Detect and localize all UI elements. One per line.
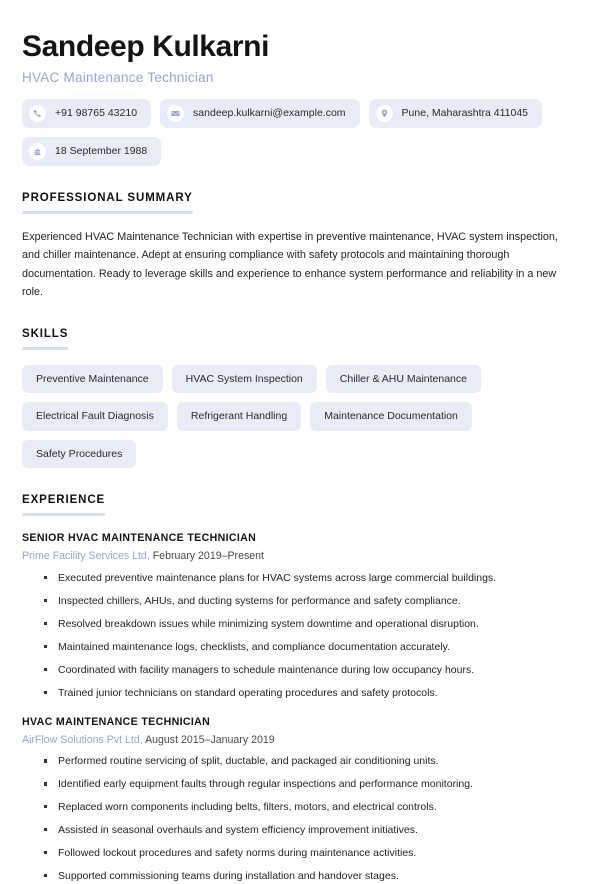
- job-dates: August 2015–January 2019: [145, 733, 275, 746]
- contact-chip-list: [22, 99, 570, 166]
- job-bullet: Trained junior technicians on standard operating procedures and safety protocols.: [22, 686, 590, 701]
- contact-value: +91 98765 43210: [55, 106, 138, 119]
- location-pin-icon: [376, 105, 393, 122]
- job-bullet: Supported commissioning teams during installation and handover stages.: [22, 869, 590, 884]
- contact-chip-phone[interactable]: [22, 99, 151, 128]
- job-meta: [22, 733, 590, 748]
- skill-chip[interactable]: Refrigerant Handling: [177, 402, 301, 431]
- contact-value: sandeep.kulkarni@example.com: [193, 106, 346, 119]
- job-bullet: Replaced worn components including belts, filters, motors, and electrical controls.: [22, 800, 590, 815]
- section-title-skills: SKILLS: [22, 327, 69, 340]
- skill-chip[interactable]: Preventive Maintenance: [22, 365, 163, 394]
- contact-chip-email[interactable]: [160, 99, 360, 128]
- section-title-experience: EXPERIENCE: [22, 494, 106, 507]
- job-bullet: Assisted in seasonal overhauls and system efficiency improvement initiatives.: [22, 823, 590, 838]
- job-bullet: Executed preventive maintenance plans for HVAC systems across large commercial buildings.: [22, 571, 590, 586]
- job-bullet: Followed lockout procedures and safety norms during maintenance activities.: [22, 846, 590, 861]
- job-bullet: Identified early equipment faults through regular inspections and performance monitoring.: [22, 777, 590, 792]
- job-company: AirFlow Solutions Pvt Ltd,: [22, 733, 143, 746]
- section-rule-skills: [22, 347, 68, 350]
- job-title: SENIOR HVAC MAINTENANCE TECHNICIAN: [22, 532, 257, 545]
- skill-chip[interactable]: Electrical Fault Diagnosis: [22, 402, 168, 431]
- section-skills: [22, 324, 590, 469]
- experience-entry: [22, 716, 590, 884]
- skill-chip[interactable]: Chiller & AHU Maintenance: [326, 365, 481, 394]
- experience-heading-group: [22, 494, 105, 516]
- summary-paragraph: Experienced HVAC Maintenance Technician with expertise in preventive maintenance, HVAC system inspection, and chiller maintenance. Adept at ensuring compliance with safety protocols and maintaining thorough documentation. Ready to leverage skills and experience to enhance system performance and reliability in a new role.: [22, 230, 558, 299]
- summary-heading-group: [22, 192, 193, 214]
- job-bullet: Coordinated with facility managers to schedule maintenance during low occupancy hours.: [22, 663, 590, 678]
- contact-chip-location-pin[interactable]: [369, 99, 542, 128]
- section-rule-summary: [22, 211, 193, 214]
- job-meta: [22, 549, 590, 564]
- job-bullet: Performed routine servicing of split, ductable, and packaged air conditioning units.: [22, 754, 590, 769]
- job-bullet: Resolved breakdown issues while minimizing system downtime and operational disruption.: [22, 617, 590, 632]
- section-professional-summary: [22, 188, 590, 302]
- skills-heading-group: [22, 328, 68, 350]
- job-bullet: Maintained maintenance logs, checklists, and compliance documentation accurately.: [22, 640, 590, 655]
- contact-value: 18 September 1988: [55, 144, 148, 157]
- birthday-cake-icon: [29, 143, 46, 160]
- section-experience: [22, 490, 590, 884]
- job-company: Prime Facility Services Ltd,: [22, 550, 150, 563]
- job-bullet: Inspected chillers, AHUs, and ducting systems for performance and safety compliance.: [22, 594, 590, 609]
- skill-chip[interactable]: HVAC System Inspection: [172, 365, 317, 394]
- job-bullet-list: [22, 571, 590, 700]
- section-title-summary: PROFESSIONAL SUMMARY: [22, 191, 193, 204]
- phone-icon: [29, 105, 46, 122]
- skills-chip-list: [22, 365, 574, 469]
- skill-chip[interactable]: Safety Procedures: [22, 440, 136, 469]
- candidate-headline: HVAC Maintenance Technician: [22, 69, 214, 85]
- job-bullet-list: [22, 754, 590, 883]
- email-icon: [167, 105, 184, 122]
- section-rule-experience: [22, 513, 105, 516]
- contact-value: Pune, Maharashtra 411045: [401, 106, 529, 119]
- experience-entry: [22, 532, 590, 700]
- experience-job-list: [22, 532, 590, 884]
- contact-chip-birthday-cake[interactable]: [22, 137, 161, 166]
- job-title: HVAC MAINTENANCE TECHNICIAN: [22, 715, 211, 728]
- job-dates: February 2019–Present: [152, 550, 265, 563]
- candidate-name: Sandeep Kulkarni: [22, 30, 270, 63]
- skill-chip[interactable]: Maintenance Documentation: [310, 402, 472, 431]
